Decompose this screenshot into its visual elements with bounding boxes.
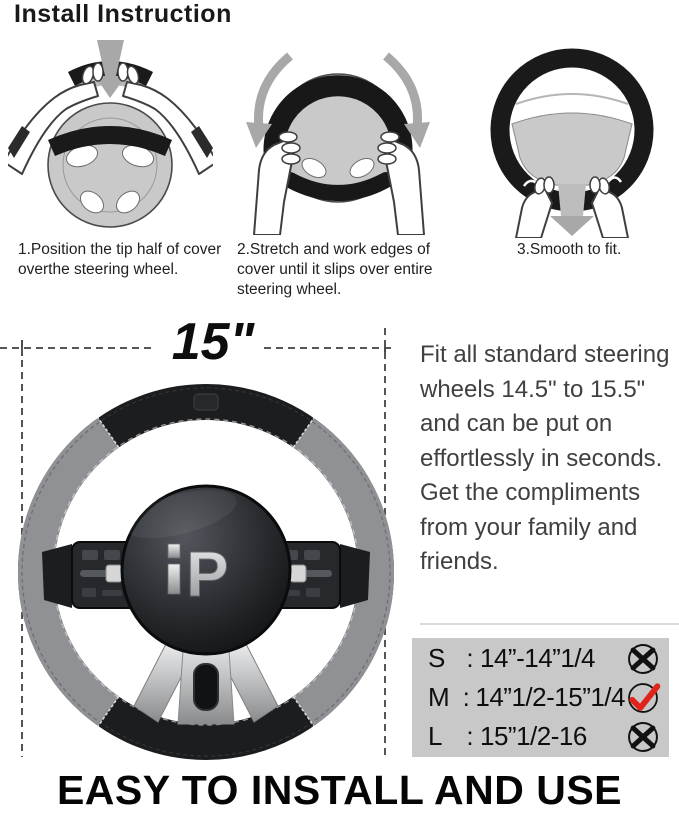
bottom-banner: EASY TO INSTALL AND USE [56,767,623,813]
step-1-wheel-illustration [8,40,213,235]
step-3-wheel-illustration [468,38,678,238]
size-letter: S [428,643,446,673]
size-row-m [412,678,669,717]
circle-check-icon [625,680,661,716]
size-row-l [412,717,669,756]
size-range: 15”1/2-16 [480,721,587,751]
diameter-label: 15" [171,313,255,371]
steering-wheel-product-photo [18,384,394,760]
size-separator: : [466,643,474,673]
circle-x-icon [625,641,661,677]
size-range: 14”-14”1/4 [480,643,595,673]
size-chart [412,638,669,757]
size-letter: M [428,682,450,712]
product-description: Fit all standard steering wheels 14.5" to 15.5" and can be put on effortlessly in seconds. Get the compliments from your family and friends. [420,341,670,575]
page-title: Install Instruction [14,0,232,28]
size-range: 14”1/2-15”1/4 [475,682,625,712]
step-3-caption: 3.Smooth to fit. [517,241,622,258]
separator-line [420,623,679,625]
step-1-caption: 1.Position the tip half of cover overthe steering wheel. [18,241,222,278]
measure-line-right [264,347,395,349]
size-separator: : [462,682,470,712]
size-letter: L [428,721,443,751]
rim-emblem [194,394,218,410]
svg-text:P: P [186,538,229,610]
circle-x-icon [625,719,661,755]
step-2-caption: 2.Stretch and work edges of cover until it slips over entire steering wheel. [237,241,433,298]
arrow-down-icon [550,216,594,236]
size-row-s [412,639,669,678]
size-separator: : [466,721,474,751]
step-2-wheel-illustration [226,40,452,235]
